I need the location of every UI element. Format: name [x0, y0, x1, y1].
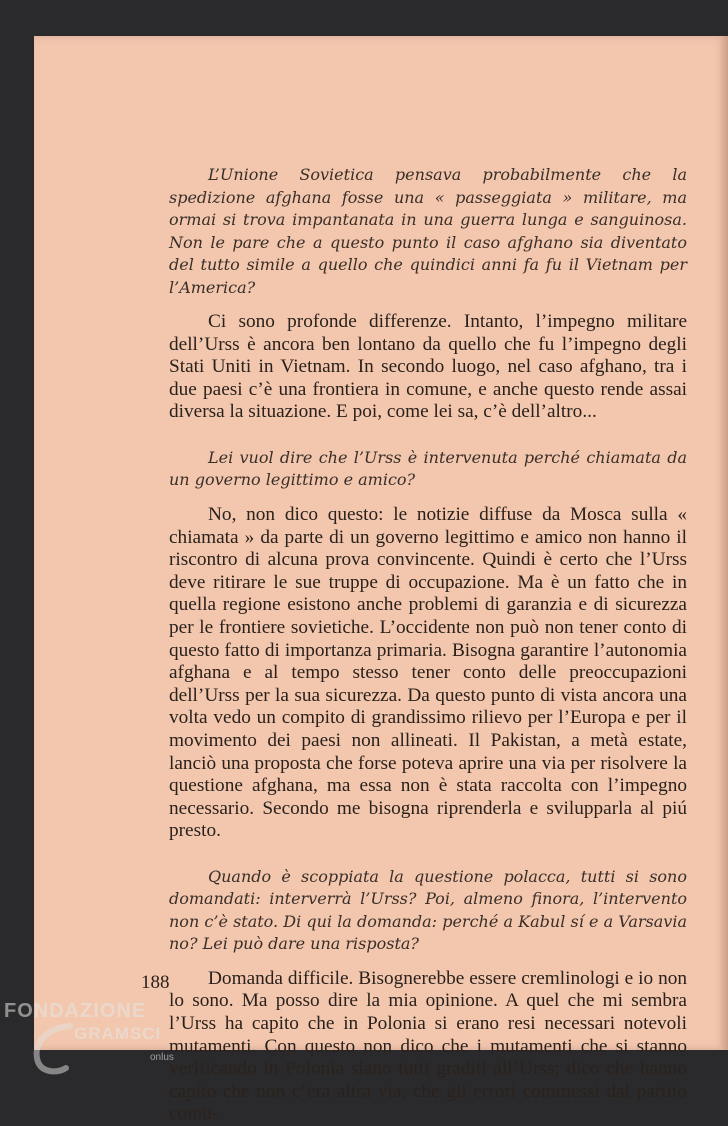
answer-paragraph: Ci sono profonde differenze. Intanto, l’impegno militare dell’Urss è ancora ben lontano da quello che fu l’impegno degli Stati Uniti in Vietnam. In secondo luogo, nel caso afghano, tra i due paesi c’è una frontiera in comune, e anche questo rende assai diversa la situazione. E poi, come lei sa, c’è dell’altro... [169, 311, 687, 423]
watermark-sub: onlus [150, 1052, 174, 1063]
question-paragraph: L’Unione Sovietica pensava probabilmente che la spedizione afghana fosse una « passeggiata » militare, ma ormai si trova impantanata in una guerra lunga e sanguinosa. Non le pare che a questo punto il caso afghano sia diventato del tutto simile a quello che quindici anni fa fu il Vietnam per l’America? [169, 165, 687, 297]
answer-paragraph: No, non dico questo: le notizie diffuse da Mosca sulla « chiamata » da parte di un governo legittimo e amico non hanno il riscontro di alcuna prova convincente. Quindi è certo che l’Urss deve ritirare le sue truppe di occupazione. Ma è un fatto che in quella regione esistono anche problemi di garanzia e di sicurezza per le frontiere sovietiche. L’occidente non può non tener conto di questo fatto di importanza primaria. Bisogna garantire l’autonomia afghana e al tempo stesso tener conto delle preoccupazioni dell’Urss per la sua sicurezza. Da questo punto di vista ancora una volta vedo un compito di grandissimo rilievo per l’Europa e per il movimento dei paesi non allineati. Il Pakistan, a metà estate, lanciò una proposta che forse poteva aprire una via per risolvere la questione afghana, ma essa non è stata raccolta con l’impegno necessario. Secondo me bisogna riprenderla e svilupparla al piú presto. [169, 503, 687, 842]
watermark-line1: FONDAZIONE [4, 1000, 147, 1022]
watermark-line2: GRAMSCI [74, 1024, 162, 1043]
page-number: 188 [141, 972, 170, 993]
answer-paragraph: Domanda difficile. Bisognerebbe essere cremlinologi e io non lo sono. Ma posso dire la mia opinione. A quel che mi sembra l’Urss ha capito che in Polonia si erano resi necessari notevoli mutamenti. Con questo non dico che i mutamenti che si stanno verificando in Polonia siano tutti graditi all’Urss; dico che hanno capito che non c’era altra via, che gli errori commessi dal partito comu- [169, 967, 687, 1125]
question-paragraph: Lei vuol dire che l’Urss è intervenuta perché chiamata da un governo legittimo e amico? [169, 447, 687, 490]
fondazione-gramsci-watermark [4, 1000, 184, 1080]
text-block [169, 164, 687, 1126]
page-edge [720, 36, 728, 1050]
question-paragraph: Quando è scoppiata la questione polacca, tutti si sono domandati: interverrà l’Urss? Poi, almeno finora, l’intervento non c’è stato. Di qui la domanda: perché a Kabul sí e a Varsavia no? Lei può dare una risposta? [169, 866, 687, 954]
